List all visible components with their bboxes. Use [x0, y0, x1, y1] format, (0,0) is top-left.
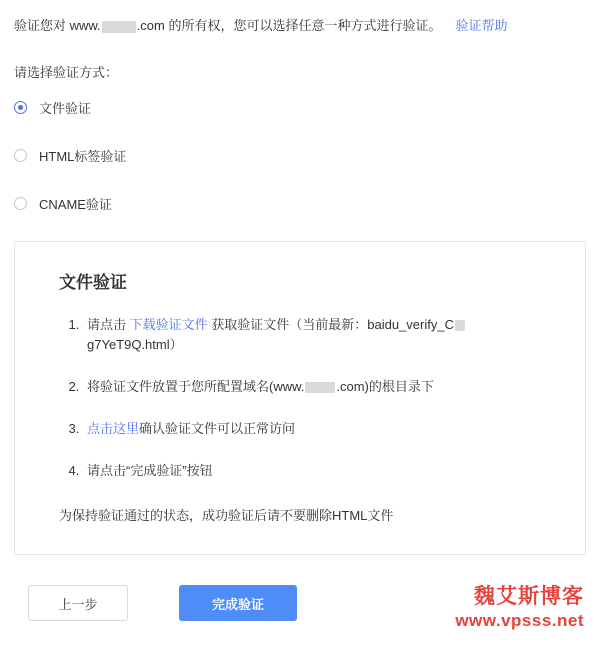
radio-cname-verification[interactable] — [14, 197, 27, 210]
step1-after: g7YeT9Q.html） — [87, 337, 183, 352]
radio-row-cname-verification[interactable] — [14, 193, 586, 213]
panel-note: 为保持验证通过的状态，成功验证后请不要删除HTML文件 — [59, 508, 394, 523]
back-button[interactable]: 上一步 — [28, 585, 128, 621]
radio-html-tag-verification[interactable] — [14, 149, 27, 162]
verification-method-list — [14, 97, 586, 213]
file-verification-panel — [14, 241, 586, 555]
download-verification-file-link[interactable]: 下载验证文件 — [129, 317, 208, 332]
step1-middle: 获取验证文件（当前最新：baidu_verify_C — [207, 317, 454, 332]
step-click-finish — [83, 461, 557, 481]
radio-label-cname-verification: CNAME验证 — [39, 196, 112, 212]
intro-prefix: 验证您对 www. — [14, 18, 101, 33]
step4-text: 请点击“完成验证”按钮 — [87, 463, 213, 478]
watermark-line2: www.vpsss.net — [455, 611, 584, 630]
intro-suffix: .com 的所有权，您可以选择任意一种方式进行验证。 — [136, 18, 442, 33]
button-row — [14, 585, 586, 621]
masked-domain-inline — [305, 382, 335, 393]
masked-filename-char — [455, 320, 465, 331]
intro-text — [14, 16, 586, 36]
verification-help-link[interactable]: 验证帮助 — [455, 18, 508, 33]
watermark-line1: 魏艾斯博客 — [474, 585, 584, 608]
step-place-file — [83, 377, 557, 397]
step-check-access — [83, 419, 557, 439]
radio-row-html-tag-verification[interactable] — [14, 145, 586, 165]
step-download-file — [83, 315, 557, 355]
choose-method-title: 请选择验证方式： — [14, 65, 119, 80]
panel-title: 文件验证 — [59, 273, 127, 292]
click-here-link[interactable]: 点击这里 — [87, 421, 140, 436]
step3-suffix: 确认验证文件可以正常访问 — [139, 421, 296, 436]
steps-list — [43, 315, 557, 481]
radio-label-html-tag-verification: HTML标签验证 — [39, 148, 127, 164]
radio-row-file-verification[interactable] — [14, 97, 586, 117]
step1-prefix: 请点击 — [87, 317, 130, 332]
radio-file-verification[interactable] — [14, 101, 27, 114]
submit-verification-button[interactable]: 完成验证 — [179, 585, 297, 621]
step2-prefix: 将验证文件放置于您所配置域名(www. — [87, 379, 305, 394]
step2-suffix: .com)的根目录下 — [336, 379, 434, 394]
radio-label-file-verification: 文件验证 — [39, 100, 92, 116]
masked-domain — [102, 21, 136, 33]
